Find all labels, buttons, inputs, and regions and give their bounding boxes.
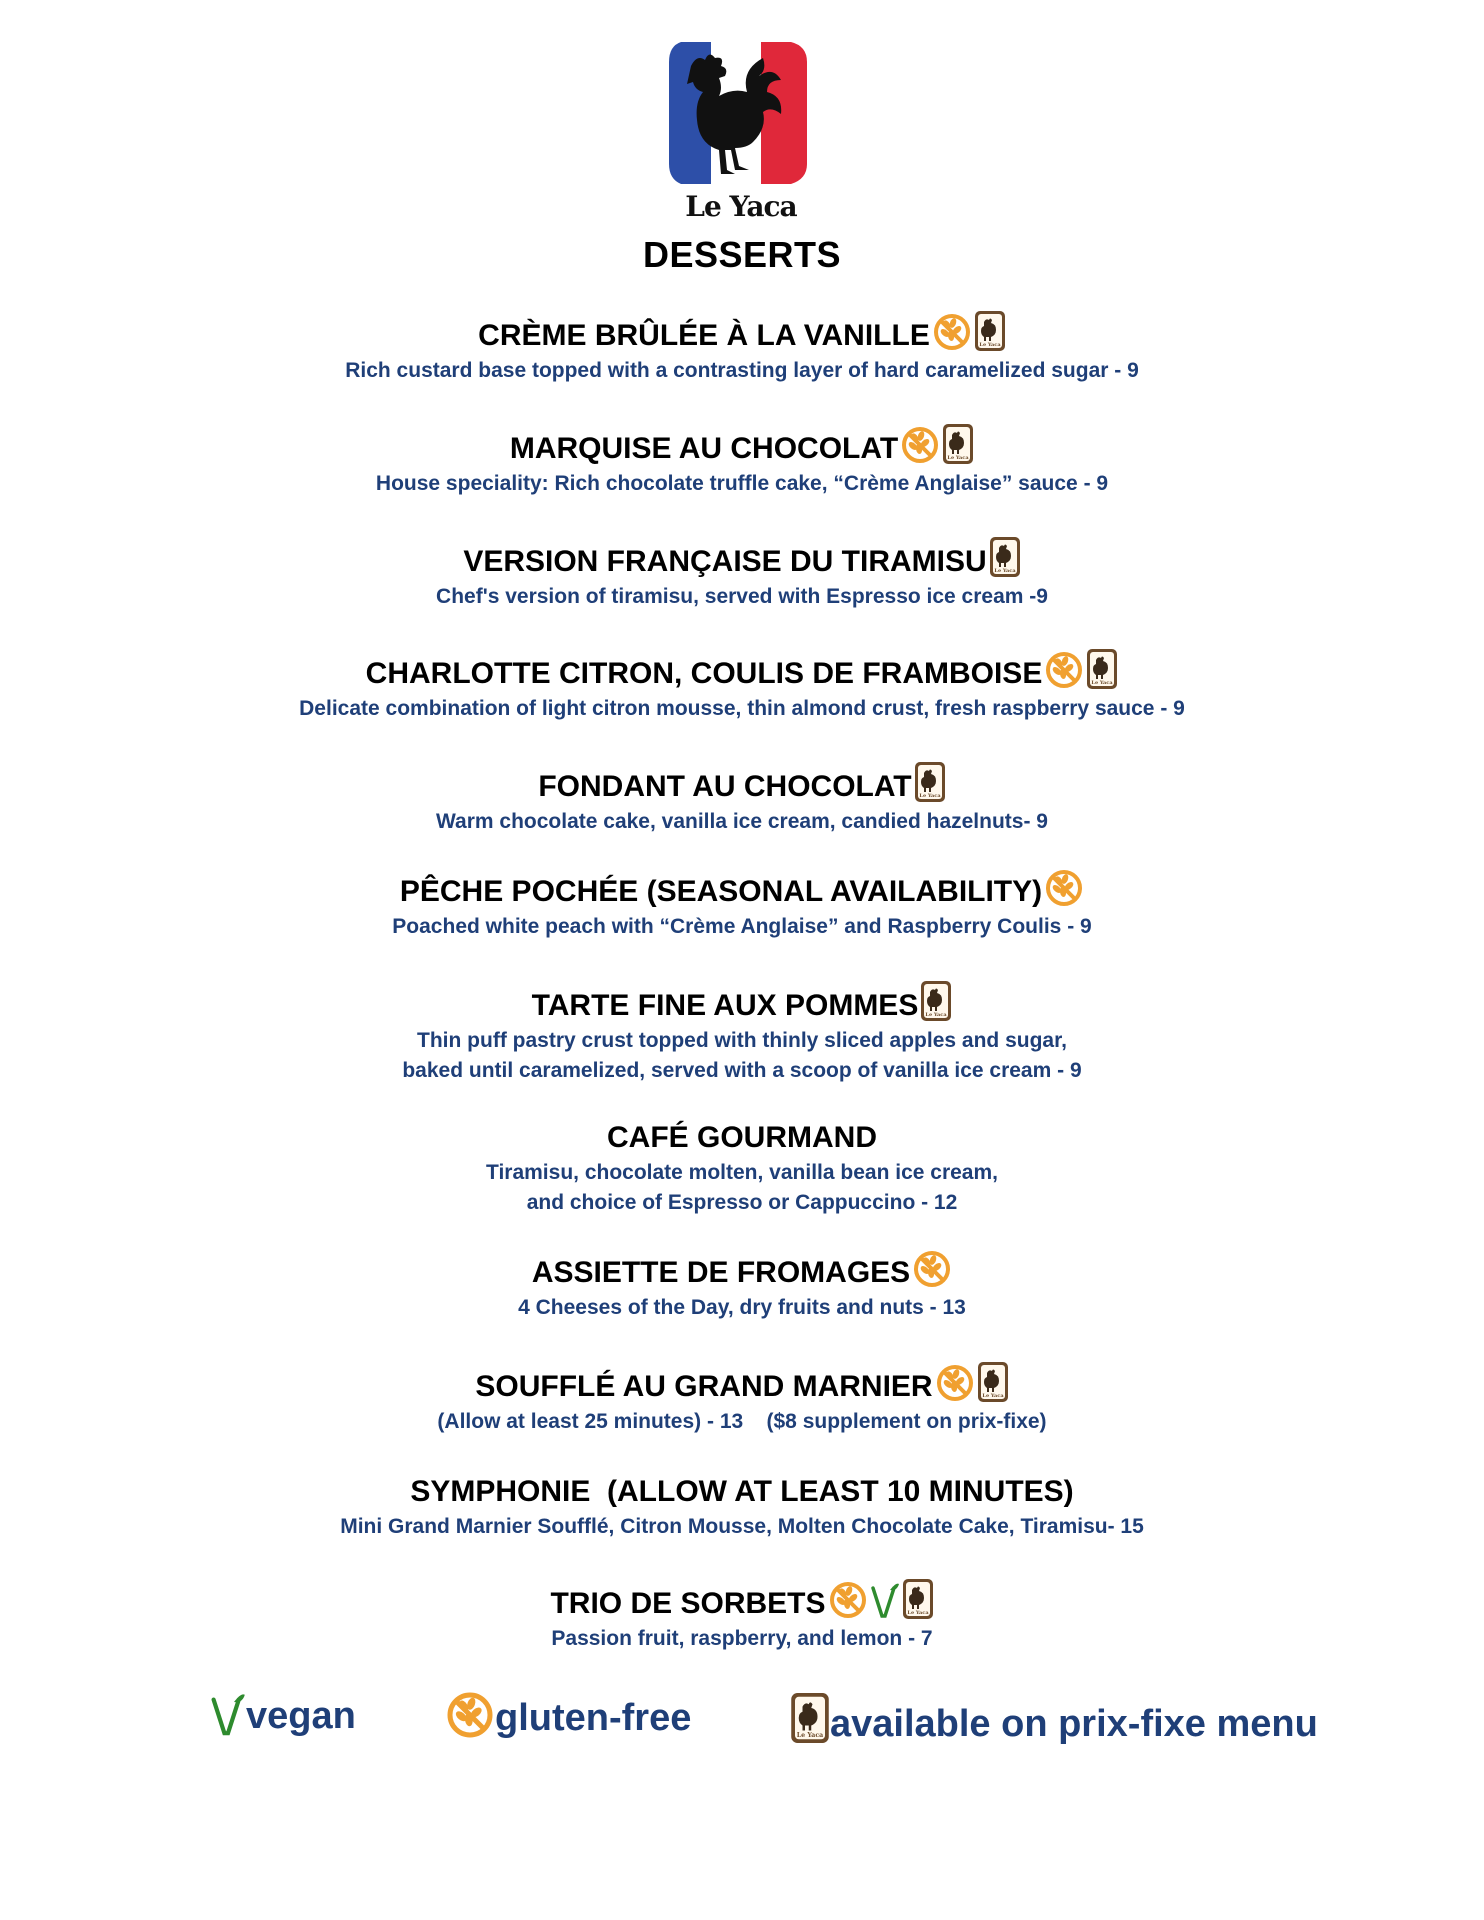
gluten-free-icon xyxy=(828,1580,868,1620)
vegan-v-icon xyxy=(210,1690,246,1738)
item-description: Warm chocolate cake, vanilla ice cream, candied hazelnuts- 9 xyxy=(436,810,1048,833)
menu-item-charlotte xyxy=(0,652,1484,724)
item-title: CAFÉ GOURMAND xyxy=(607,1121,877,1154)
icon-legend xyxy=(0,1690,1484,1760)
item-title: CHARLOTTE CITRON, COULIS DE FRAMBOISE xyxy=(365,657,1043,690)
menu-item-sorbets xyxy=(0,1582,1484,1654)
prix-fixe-rooster-icon xyxy=(1086,648,1118,690)
item-description: Delicate combination of light citron mousse, thin almond crust, fresh raspberry sauce - 9 xyxy=(299,697,1185,720)
prix-fixe-rooster-icon xyxy=(974,310,1006,352)
item-title: VERSION FRANÇAISE DU TIRAMISU xyxy=(463,545,987,578)
item-description: Tiramisu, chocolate molten, vanilla bean ice cream, xyxy=(486,1161,998,1184)
item-description: Poached white peach with “Crème Anglaise” and Raspberry Coulis - 9 xyxy=(392,915,1092,938)
menu-item-cafe-gourmand xyxy=(0,1118,1484,1218)
prix-fixe-rooster-icon xyxy=(977,1361,1009,1403)
item-title: ASSIETTE DE FROMAGES xyxy=(531,1256,911,1289)
item-title: SOUFFLÉ AU GRAND MARNIER xyxy=(475,1370,933,1403)
item-description: Rich custard base topped with a contrasting layer of hard caramelized sugar - 9 xyxy=(345,359,1139,382)
prix-fixe-rooster-icon xyxy=(902,1578,934,1620)
prix-fixe-rooster-icon xyxy=(790,1690,830,1746)
item-title: SYMPHONIE (ALLOW AT LEAST 10 MINUTES) xyxy=(410,1475,1074,1508)
item-description: Mini Grand Marnier Soufflé, Citron Mousse, Molten Chocolate Cake, Tiramisu- 15 xyxy=(340,1515,1144,1538)
gluten-free-icon xyxy=(1044,868,1084,908)
legend-label: available on prix-fixe menu xyxy=(830,1703,1318,1745)
prix-fixe-rooster-icon xyxy=(942,423,974,465)
menu-item-fromages xyxy=(0,1253,1484,1323)
gluten-free-icon xyxy=(932,312,972,352)
item-description: (Allow at least 25 minutes) - 13 ($8 supplement on prix-fixe) xyxy=(437,1410,1047,1433)
menu-item-tarte xyxy=(0,984,1484,1086)
page-title: DESSERTS xyxy=(642,234,842,275)
item-title: TRIO DE SORBETS xyxy=(550,1587,826,1620)
menu-item-symphonie xyxy=(0,1472,1484,1542)
item-title: TARTE FINE AUX POMMES xyxy=(531,989,919,1022)
item-description: Thin puff pastry crust topped with thinly sliced apples and sugar, xyxy=(417,1029,1067,1052)
legend-label: vegan xyxy=(246,1695,356,1737)
menu-item-souffle xyxy=(0,1365,1484,1437)
item-description: baked until caramelized, served with a scoop of vanilla ice cream - 9 xyxy=(402,1059,1082,1082)
item-description: 4 Cheeses of the Day, dry fruits and nuts - 13 xyxy=(518,1296,966,1319)
vegan-v-icon xyxy=(870,1580,900,1620)
menu-item-marquise xyxy=(0,427,1484,499)
item-description: Passion fruit, raspberry, and lemon - 7 xyxy=(551,1627,933,1650)
le-yaca-logo xyxy=(651,34,831,224)
legend-vegan xyxy=(210,1690,356,1738)
item-title: CRÈME BRÛLÉE À LA VANILLE xyxy=(478,319,930,352)
gluten-free-icon xyxy=(1044,650,1084,690)
menu-item-tiramisu xyxy=(0,540,1484,612)
prix-fixe-rooster-icon xyxy=(989,536,1021,578)
item-title: PÊCHE POCHÉE (SEASONAL AVAILABILITY) xyxy=(399,875,1043,908)
item-title: MARQUISE AU CHOCOLAT xyxy=(509,432,899,465)
gluten-free-icon xyxy=(912,1249,952,1289)
gluten-free-icon xyxy=(445,1690,495,1740)
logo-text: Le Yaca xyxy=(685,190,797,223)
gluten-free-icon xyxy=(900,425,940,465)
menu-item-fondant xyxy=(0,765,1484,837)
item-description: Chef's version of tiramisu, served with Espresso ice cream -9 xyxy=(436,585,1048,608)
prix-fixe-rooster-icon xyxy=(914,761,946,803)
item-title: FONDANT AU CHOCOLAT xyxy=(538,770,912,803)
menu-item-creme-brulee xyxy=(0,314,1484,386)
item-description: House speciality: Rich chocolate truffle cake, “Crème Anglaise” sauce - 9 xyxy=(375,472,1109,495)
legend-prix-fixe xyxy=(790,1690,1318,1746)
gluten-free-icon xyxy=(935,1363,975,1403)
menu-item-peche xyxy=(0,872,1484,942)
item-description: and choice of Espresso or Cappuccino - 12 xyxy=(526,1191,958,1214)
legend-gluten-free xyxy=(445,1690,691,1740)
legend-label: gluten-free xyxy=(495,1697,692,1739)
prix-fixe-rooster-icon xyxy=(920,980,952,1022)
